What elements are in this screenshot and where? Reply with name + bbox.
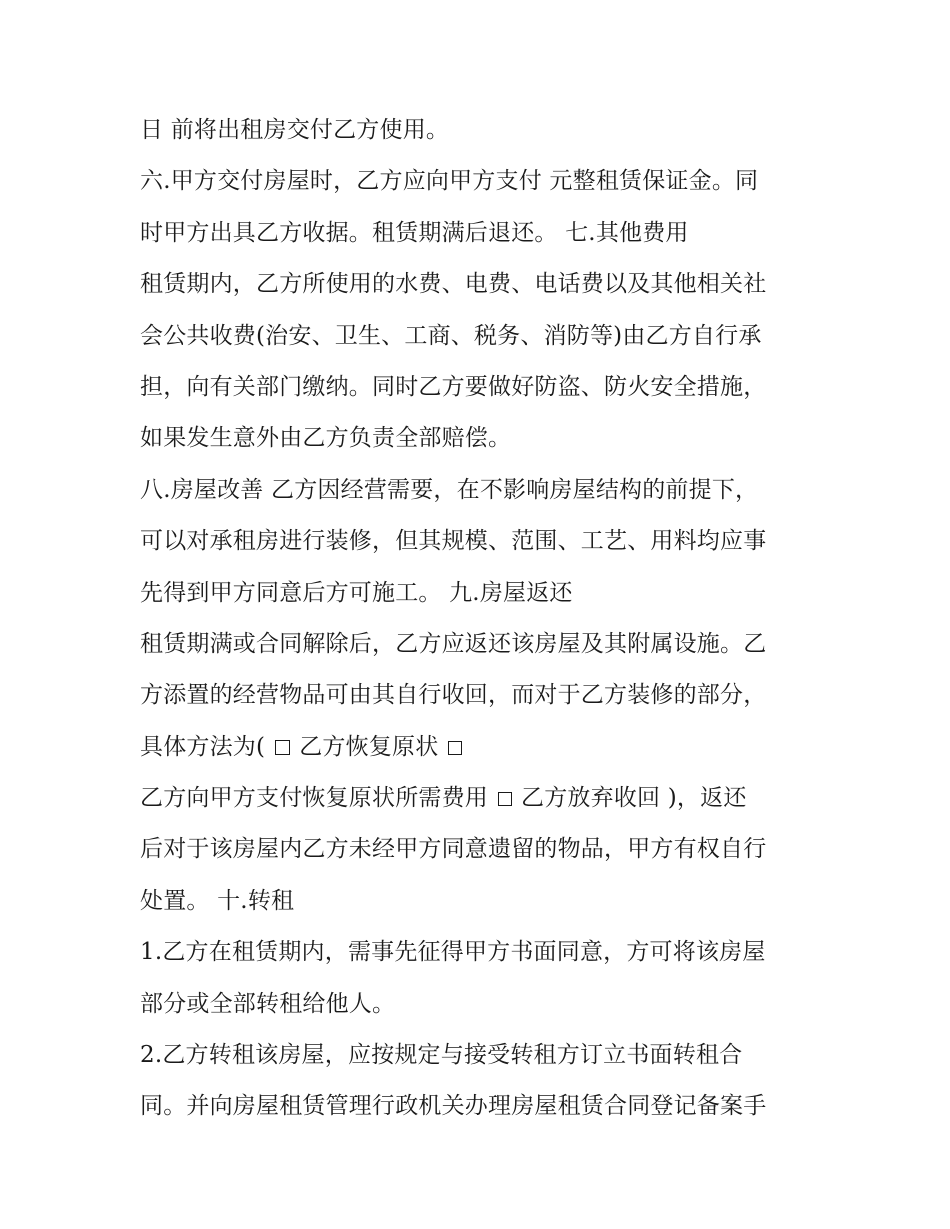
text-line: 租赁期满或合同解除后，乙方应返还该房屋及其附属设施。乙 bbox=[140, 630, 767, 657]
option-abandon-label: 乙方放弃收回 )，返还 bbox=[521, 785, 747, 812]
checkbox-icon[interactable] bbox=[275, 740, 290, 755]
contract-text bbox=[140, 108, 830, 1136]
text-line-method bbox=[140, 725, 830, 776]
checkbox-icon[interactable] bbox=[448, 741, 462, 755]
text-line-options bbox=[140, 776, 830, 827]
text-line: 日 前将出租房交付乙方使用。 bbox=[140, 117, 450, 143]
text-line: 先得到甲方同意后方可施工。 九.房屋返还 bbox=[140, 579, 573, 606]
option-pay-label: 乙方向甲方支付恢复原状所需费用 bbox=[140, 785, 488, 812]
text-line: 方添置的经营物品可由其自行收回，而对于乙方装修的部分， bbox=[140, 682, 767, 709]
text-line: 会公共收费(治安、卫生、工商、税务、消防等)由乙方自行承 bbox=[140, 322, 762, 349]
option-restore-label: 乙方恢复原状 bbox=[299, 733, 439, 760]
text-line: 如果发生意外由乙方负责全部赔偿。 bbox=[140, 425, 512, 452]
checkbox-icon[interactable] bbox=[498, 792, 512, 806]
text-line: 时甲方出具乙方收据。租赁期满后退还。 七.其他费用 bbox=[140, 219, 689, 246]
text-line: 租赁期内，乙方所使用的水费、电费、电话费以及其他相关社 bbox=[140, 271, 767, 298]
text-line: 担，向有关部门缴纳。同时乙方要做好防盗、防火安全措施， bbox=[140, 373, 767, 400]
text-line: 处置。 十.转租 bbox=[140, 887, 295, 914]
text-line: 1.乙方在租赁期内，需事先征得甲方书面同意，方可将该房屋 bbox=[140, 939, 766, 966]
text-line: 八.房屋改善 乙方因经营需要，在不影响房屋结构的前提下， bbox=[140, 476, 759, 503]
method-label: 具体方法为( bbox=[140, 733, 266, 760]
text-line: 可以对承租房进行装修，但其规模、范围、工艺、用料均应事 bbox=[140, 528, 767, 555]
text-line: 同。并向房屋租赁管理行政机关办理房屋租赁合同登记备案手 bbox=[140, 1093, 767, 1120]
text-line: 部分或全部转租给他人。 bbox=[140, 990, 396, 1017]
text-line: 六.甲方交付房屋时，乙方应向甲方支付 元整租赁保证金。同 bbox=[140, 168, 759, 195]
text-line: 后对于该房屋内乙方未经甲方同意遗留的物品，甲方有权自行 bbox=[140, 836, 767, 863]
text-line: 2.乙方转租该房屋，应按规定与接受转租方订立书面转租合 bbox=[140, 1042, 743, 1069]
